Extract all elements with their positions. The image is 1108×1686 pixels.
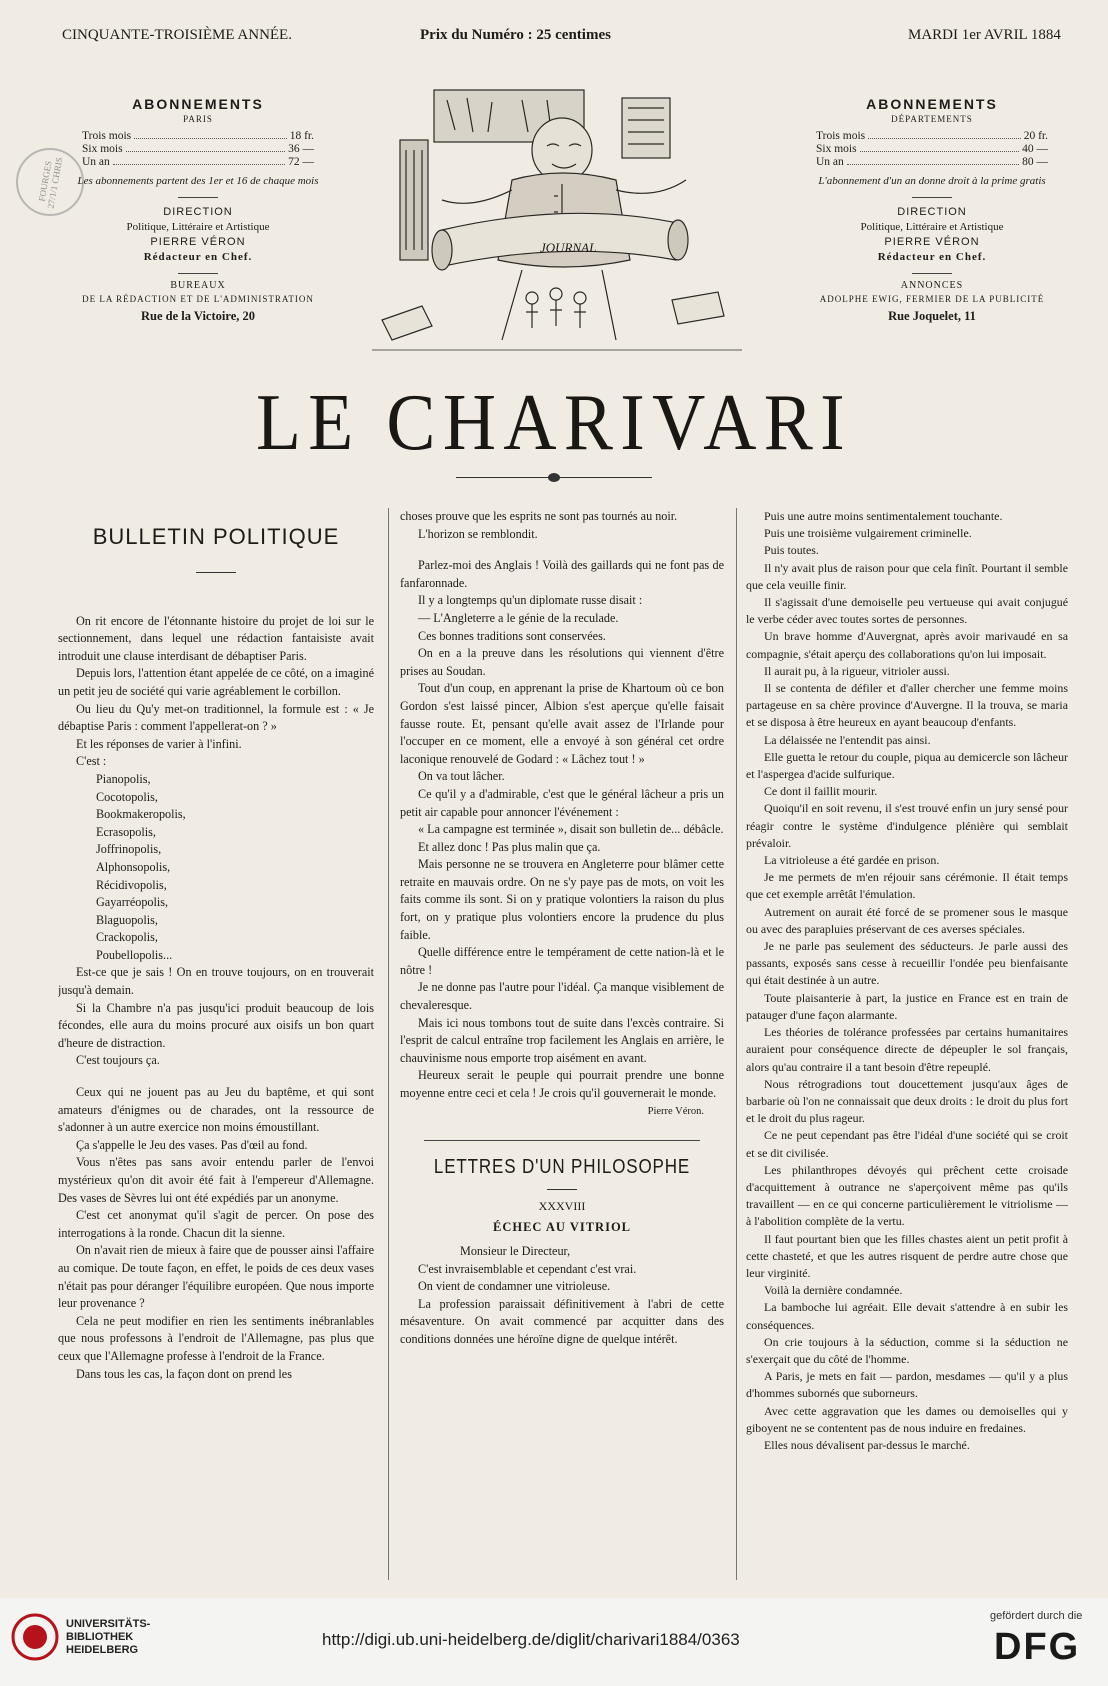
paragraph: La délaissée ne l'entendit pas ainsi. — [764, 732, 931, 747]
annonces-address: Rue Joquelet, 11 — [888, 309, 976, 323]
bureaux-title: BUREAUX — [170, 280, 226, 291]
paragraph: Mais personne ne se trouvera en Angleterre pour blâmer cette retraite en mauvais ordre. On ne s'y paye pas de mots, on voit les faits comme ils sont. Si on y pratique volontiers la raison du plus fort, on y pratique plus volontiers encore la prudence du plus faible. — [400, 857, 724, 942]
paragraph: C'est : — [76, 754, 107, 769]
right-abonnements-subtitle: DÉPARTEMENTS — [891, 114, 973, 124]
list-item: Récidivopolis, — [96, 877, 167, 892]
paragraph: Ce ne peut cependant pas être l'idéal d'une société qui se croit et se dit civilisée. — [746, 1128, 1068, 1160]
paragraph: A Paris, je mets en fait — pardon, mesdames — qu'il y a plus d'hommes subornés que suborneurs. — [746, 1369, 1068, 1401]
paragraph: On rit encore de l'étonnante histoire du projet de loi sur le sectionnement, dans lequel une rédaction fantaisiste avait introduit une clause interdisant de débaptiser Paris. — [58, 613, 374, 663]
column-rule — [736, 508, 737, 1580]
paragraph: Parlez-moi des Anglais ! Voilà des gaillards qui ne font pas de fanfaronnade. — [400, 558, 724, 590]
list-item: Crackopolis, — [96, 930, 158, 945]
masthead-title: LE CHARIVARI — [255, 379, 853, 467]
paragraph: Je me permets de m'en réjouir sans cérémonie. Il était temps que cet exemple arrêtât l'émulation. — [746, 870, 1068, 902]
university-seal-icon — [10, 1612, 60, 1662]
paragraph: Depuis lors, l'attention étant appelée de ce côté, on a imaginé un petit jeu de société qui varie agréablement le corbillon. — [58, 666, 374, 698]
divider — [912, 197, 952, 198]
bureaux-subtitle: DE LA RÉDACTION ET DE L'ADMINISTRATION — [82, 294, 314, 304]
list-item: Joffrinopolis, — [96, 842, 162, 857]
paragraph: choses prouve que les esprits ne sont pas tournés au noir. — [400, 509, 678, 523]
right-direction-title: DIRECTION — [897, 206, 967, 218]
list-item: Poubellopolis... — [96, 947, 173, 962]
paragraph: C'est invraisemblable et cependant c'est vrai. — [418, 1261, 637, 1276]
paragraph: Il se contenta de défiler et d'aller chercher une femme moins partageuse en sa chère province d'Auvergne. Il la trouva, se maria et se disposa à être heureux en ayant beaucoup d'enfants. — [746, 681, 1068, 730]
paragraph: La profession paraissait définitivement à l'abri de cette mésaventure. On avait commencé par acquitter dans des conditions données une héroïne digne de quelque intérêt. — [400, 1296, 724, 1346]
source-url-link[interactable]: http://digi.ub.uni-heidelberg.de/diglit/charivari1884/0363 — [322, 1630, 740, 1649]
paragraph: Les philanthropes dévoyés qui prêchent cette croisade d'acquittement à outrance ne s'aperçoivent même pas qu'ils travaillent — en ce qui concerne particulièrement le vitriolisme — à l'abolition complète de la vertu. — [746, 1162, 1068, 1229]
paragraph: Quoiqu'il en soit revenu, il s'est trouvé enfin un jury sensé pour réagir contre le système d'indulgence plénière qui semblait prévaloir. — [746, 801, 1068, 850]
paragraph: Il y a longtemps qu'un diplomate russe disait : — [418, 593, 643, 608]
paragraph: Avec cette aggravation que les dames ou demoiselles qui y giboyent ne se contentent pas de nous induire en fredaines. — [746, 1403, 1068, 1435]
list-item: Bookmakeropolis, — [96, 807, 186, 822]
paragraph: Vous n'êtes pas sans avoir entendu parler de l'envoi mystérieux qu'on dit avoir été fait à l'empereur d'Allemagne. Des vases de Sèvres lui ont été expédiés par un anonyme. — [58, 1155, 374, 1205]
list-item: Ecrasopolis, — [96, 824, 156, 839]
paragraph: Autrement on aurait été forcé de se promener sous le masque ou avec des parapluies préservant de ces averses spéciales. — [746, 904, 1068, 936]
lettres-heading: LETTRES D'UN PHILOSOPHE — [433, 1156, 691, 1179]
paragraph: Puis une autre moins sentimentalement touchante. — [764, 509, 1003, 523]
left-subscription-note: Les abonnements partent des 1er et 16 de chaque mois — [77, 175, 319, 187]
list-item: Pianopolis, — [96, 771, 151, 786]
divider — [196, 572, 236, 573]
bureaux-address: Rue de la Victoire, 20 — [141, 309, 255, 323]
divider — [178, 197, 218, 198]
paragraph: Il n'y avait plus de raison pour que cela finît. Pourtant il semble que cela veuille finir. — [746, 560, 1068, 592]
right-abonnements-title: ABONNEMENTS — [866, 96, 998, 112]
list-item: Gayarréopolis, — [96, 895, 169, 910]
left-direction-subtitle: Politique, Littéraire et Artistique — [126, 221, 270, 233]
paragraph: Quelle différence entre le tempérament de cette nation-là et le nôtre ! — [400, 945, 724, 977]
divider — [912, 273, 952, 274]
left-editor-role: Rédacteur en Chef. — [143, 251, 253, 263]
paragraph: Heureux serait le peuple qui pourrait prendre une bonne moyenne entre ceci et cela ! Je crois qu'il gouvernerait le monde. — [400, 1068, 724, 1100]
signature: Pierre Véron. — [647, 1105, 704, 1117]
paragraph: Dans tous les cas, la façon dont on prend les — [76, 1366, 292, 1381]
bulletin-heading: BULLETIN POLITIQUE — [92, 528, 340, 549]
column-2 — [400, 508, 724, 1580]
paragraph: Ces bonnes traditions sont conservées. — [418, 628, 606, 643]
paragraph: « La campagne est terminée », disait son bulletin de... débâcle. — [418, 822, 724, 837]
paragraph: C'est toujours ça. — [76, 1053, 160, 1068]
right-editor-role: Rédacteur en Chef. — [877, 251, 987, 263]
issue-date: MARDI 1er AVRIL 1884 — [908, 27, 1061, 43]
paragraph: Un brave homme d'Auvergnat, après avoir marivaudé en sa compagnie, s'était aperçu des collaborations qu'on lui imposait. — [746, 629, 1068, 661]
left-price-row: Trois mois 18 fr. — [82, 130, 314, 142]
paragraph: — L'Angleterre a le génie de la reculade. — [418, 610, 619, 625]
paragraph: La vitrioleuse a été gardée en prison. — [764, 853, 940, 868]
letter-subheading: ÉCHEC AU VITRIOL — [492, 1220, 632, 1235]
column-rule — [388, 508, 389, 1580]
paragraph: Puis une troisième vulgairement criminelle. — [764, 526, 972, 541]
scroll-label: JOURNAL — [540, 240, 597, 255]
right-price-row: Un an 80 — — [816, 156, 1048, 168]
paragraph: Je ne parle pas seulement des séducteurs. Je parle aussi des passants, exposés sans cesse à recueillir l'ondée peu bienfaisante qui était destinée à un autre. — [746, 939, 1068, 988]
annonces-title: ANNONCES — [900, 280, 964, 291]
paragraph: Toute plaisanterie à part, la justice en France est en train de patauger d'une façon alarmante. — [746, 990, 1068, 1022]
divider — [547, 1189, 577, 1190]
paragraph: On vient de condamner une vitrioleuse. — [418, 1279, 611, 1294]
list-item: Cocotopolis, — [96, 789, 158, 804]
paragraph: Il s'agissait d'une demoiselle peu vertueuse qui avait conjugué le verbe céder avec toutes sortes de personnes. — [746, 595, 1068, 627]
paragraph: Puis toutes. — [764, 543, 819, 558]
salutation: Monsieur le Directeur, — [460, 1243, 571, 1258]
right-editor-name: PIERRE VÉRON — [884, 236, 980, 248]
left-abonnements-subtitle: PARIS — [183, 114, 213, 124]
paragraph: Nous rétrogradions tout doucettement jusqu'aux âges de barbarie où l'on ne connaissait que deux droits : le droit du plus fort et le droit du plus rageur. — [746, 1076, 1068, 1126]
paragraph: C'est cet anonymat qu'il s'agit de percer. On pose des interrogations à la ronde. Chacun dit la sienne. — [58, 1208, 374, 1240]
library-stamp: FOURGES 27/1/1 CHRIS — [16, 148, 84, 216]
paragraph: Elles nous dévalisent par-dessus le marché. — [764, 1437, 970, 1452]
price-label: Prix du Numéro : 25 centimes — [420, 27, 611, 43]
masthead-illustration — [372, 80, 742, 360]
left-price-row: Six mois 36 — — [82, 143, 314, 155]
paragraph: Cela ne peut modifier en rien les sentiments inébranlables que nous professons à l'endroit de l'Allemagne, pas plus que ceux que l'Allemagne professe à l'endroit de la France. — [58, 1313, 374, 1363]
paragraph: Tout d'un coup, en apprenant la prise de Khartoum où ce bon Gordon s'est laissé pincer, Albion s'est aperçue qu'elle faisait fausse route. Et, pensant qu'elle avait assez de l'Irlande pour l'occuper en ce moment, elle a envoyé à son général cet ordre laconique renouvelé de Godard : « Lâchez tout ! » — [400, 681, 724, 766]
section-rule — [424, 1140, 700, 1141]
paragraph: Ce qu'il y a d'admirable, c'est que le général lâcheur a pris un petit air capable pour annoncer l'événement : — [400, 786, 724, 819]
funded-by-label: gefördert durch die — [990, 1610, 1083, 1622]
list-item: Blaguopolis, — [96, 912, 158, 927]
paragraph: On en a la preuve dans les résolutions qui viennent d'être prises au Soudan. — [400, 646, 724, 678]
paragraph: On va tout lâcher. — [418, 769, 505, 784]
paragraph: Elle guetta le retour du couple, piqua au demicercle son lâcheur et l'aspergea d'acide sulfurique. — [746, 749, 1068, 782]
library-logo-text: UNIVERSITÄTS- BIBLIOTHEK HEIDELBERG — [66, 1618, 151, 1656]
paragraph: L'horizon se remblondit. — [418, 526, 538, 541]
left-direction-title: DIRECTION — [163, 206, 233, 218]
paragraph: On n'avait rien de mieux à faire que de pousser ainsi l'affaire au comique. De toute façon, en effet, le poids de ces deux vases n'était pas pour déranger l'équilibre européen. Que nous importe leur provenance ? — [58, 1243, 374, 1311]
right-price-list — [816, 130, 1048, 169]
column-1 — [58, 528, 374, 1578]
divider — [178, 273, 218, 274]
paragraph: Est-ce que je sais ! On en trouve toujours, on en trouverait jusqu'à demain. — [58, 965, 374, 998]
paragraph: Voilà la dernière condamnée. — [764, 1283, 903, 1298]
right-subscription-note: L'abonnement d'un an donne droit à la prime gratis — [818, 175, 1046, 187]
paragraph: Si la Chambre n'a pas jusqu'ici produit beaucoup de lois fécondes, elle aura du moins procuré aux oisifs un bon quart d'heure de distraction. — [58, 1000, 374, 1050]
paragraph: Ça s'appelle le Jeu des vases. Pas d'œil au fond. — [76, 1137, 308, 1152]
right-price-row: Six mois 40 — — [816, 143, 1048, 155]
paragraph: Et allez donc ! Pas plus malin que ça. — [418, 839, 601, 854]
paragraph: Mais ici nous tombons tout de suite dans l'excès contraire. Si l'esprit de calcul entraîne trop facilement les Anglais en arrière, le chauvinisme nous emporte trop aisément en avant. — [400, 1015, 724, 1065]
list-item: Alphonsopolis, — [96, 859, 171, 874]
annonces-subtitle: ADOLPHE EWIG, FERMIER DE LA PUBLICITÉ — [819, 294, 1045, 304]
left-price-row: Un an 72 — — [82, 156, 314, 168]
paragraph: La bamboche lui agréait. Elle devait s'attendre à en subir les conséquences. — [746, 1300, 1068, 1332]
masthead-ornament — [548, 473, 560, 482]
letter-numeral: XXXVIII — [538, 1198, 586, 1213]
paragraph: Il aurait pu, à la rigueur, vitrioler aussi. — [764, 663, 950, 678]
paragraph: Ceux qui ne jouent pas au Jeu du baptême, et qui sont amateurs d'énigmes ou de charades, ont la ressource de s'adonner à un autre exercice non moins émoustillant. — [58, 1085, 374, 1135]
left-abonnements-title: ABONNEMENTS — [132, 96, 264, 112]
paragraph: Ce dont il faillit mourir. — [764, 784, 878, 799]
right-subscription-box — [802, 96, 1062, 324]
paragraph: Et les réponses de varier à l'infini. — [76, 736, 242, 751]
paragraph: Il faut pourtant bien que les filles chastes aient un petit profit à cette chasteté, et que les autres risquent de perdre autre chose que leur virginité. — [746, 1231, 1068, 1280]
dfg-logo: DFG — [994, 1626, 1081, 1668]
paragraph: Les théories de tolérance professées par certains humanitaires auraient pour conséquence directe de dépeupler le sol français, alors qu'au contraire il a tant besoin d'être repeuplé. — [746, 1025, 1068, 1074]
left-editor-name: PIERRE VÉRON — [150, 236, 246, 248]
digitization-footer — [0, 1598, 1108, 1686]
right-direction-subtitle: Politique, Littéraire et Artistique — [860, 221, 1004, 233]
year-label: CINQUANTE-TROISIÈME ANNÉE. — [62, 27, 292, 43]
right-price-row: Trois mois 20 fr. — [816, 130, 1048, 142]
left-subscription-box — [68, 96, 328, 324]
paragraph: Ou lieu du Qu'y met-on traditionnel, la formule est : « Je débaptise Paris : comment l'appellerat-on ? » — [58, 701, 374, 734]
left-price-list — [82, 130, 314, 169]
paragraph: On crie toujours à la séduction, comme si la séduction ne s'exerçait que du côté de l'homme. — [746, 1334, 1068, 1366]
paragraph: Je ne donne pas l'autre pour l'idéal. Ça manque visiblement de chevaleresque. — [400, 980, 724, 1013]
column-3 — [746, 508, 1068, 1580]
